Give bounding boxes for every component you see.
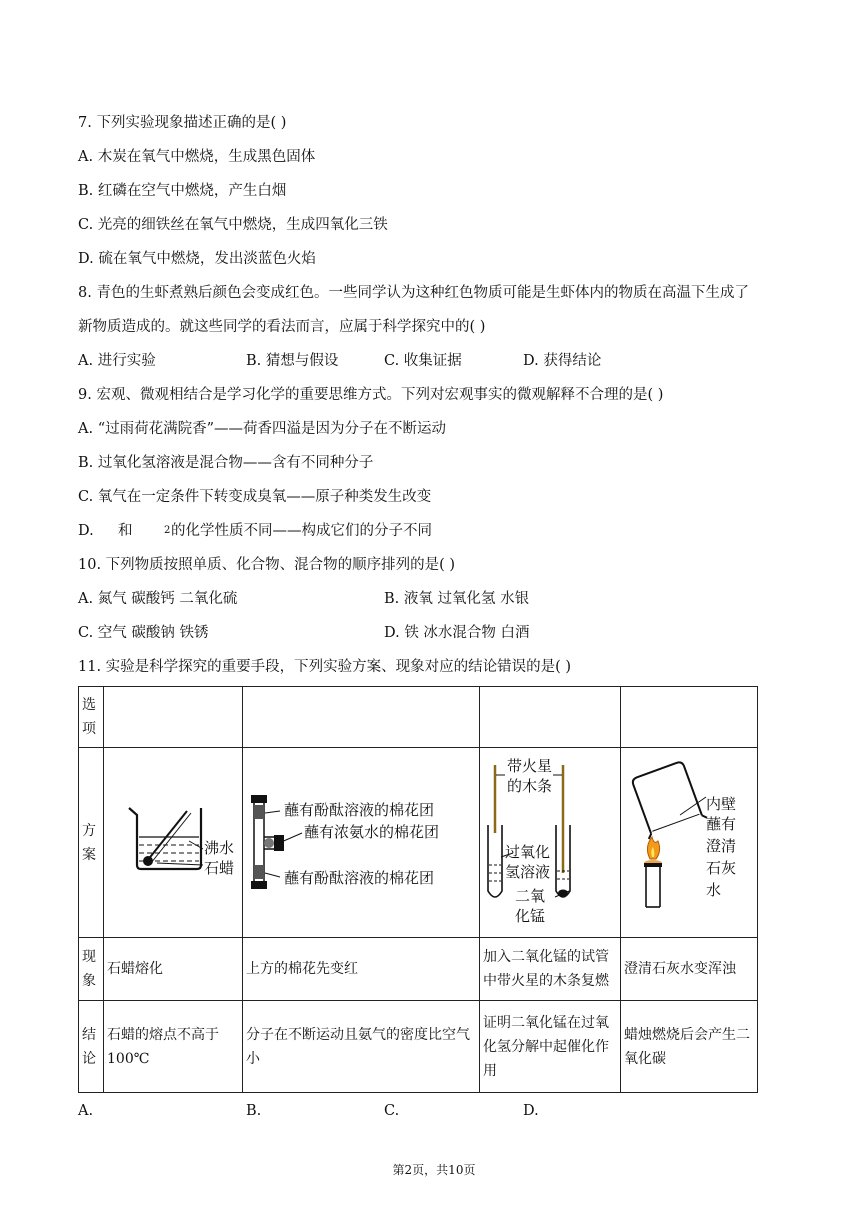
q8-option-d: D. 获得结论 [523, 353, 602, 369]
option-cell-c [480, 687, 621, 748]
experiment-table [78, 686, 758, 1093]
scheme-cell-d [621, 748, 758, 938]
q10-option-a: A. 氮气 碳酸钙 二氧化硫 [78, 591, 238, 607]
label-phenolphthalein-top: 蘸有酚酞溶液的棉花团 [284, 800, 435, 819]
q8-stem-cont: 新物质造成的。就这些同学的看法而言，应属于科学探究中的( ) [78, 319, 486, 335]
label-h2o2-2: 氢溶液 [505, 862, 551, 881]
conclusion-a: 石蜡的熔点不高于100℃ [104, 1001, 243, 1093]
q9-option-d-subscript: 2 [164, 525, 171, 536]
option-cell-d [621, 687, 758, 748]
q7-stem: 7. 下列实验现象描述正确的是( ) [78, 115, 287, 131]
conclusion-c: 证明二氧化锰在过氧化氢分解中起催化作用 [480, 1001, 621, 1093]
q7-option-d: D. 硫在氧气中燃烧，发出淡蓝色火焰 [78, 251, 316, 267]
label-paraffin: 石蜡 [204, 858, 235, 877]
q9-option-d-and: 和 [118, 523, 133, 539]
candle-figure [624, 753, 754, 933]
conclusion-b: 分子在不断运动且氨气的密度比空气小 [243, 1001, 480, 1093]
beaker-figure [107, 753, 239, 933]
row-header-conclusion: 结论 [79, 1001, 104, 1093]
label-clear: 澄清 [706, 836, 737, 855]
q8-stem: 8. 青色的生虾煮熟后颜色会变成红色。一些同学认为这种红色物质可能是生虾体内的物质在高温下生成了 [78, 285, 749, 301]
q8-option-b: B. 猜想与假设 [246, 353, 339, 369]
q7-option-b: B. 红磷在空气中燃烧，产生白烟 [78, 183, 287, 199]
q8-option-a: A. 进行实验 [78, 353, 156, 369]
q9-option-d-letter: D. [78, 523, 94, 539]
q9-option-d-text: 的化学性质不同——构成它们的分子不同 [171, 523, 432, 539]
q9-stem: 9. 宏观、微观相结合是学习化学的重要思维方式。下列对宏观事实的微观解释不合理的是( ) [78, 387, 664, 403]
q8-option-c: C. 收集证据 [384, 353, 462, 369]
label-mno2-2: 化锰 [515, 906, 546, 925]
row-header-scheme: 方案 [79, 748, 104, 938]
q7-option-c: C. 光亮的细铁丝在氧气中燃烧，生成四氧化三铁 [78, 217, 388, 233]
label-inner-wall: 内壁 [706, 794, 737, 813]
q11-stem: 11. 实验是科学探究的重要手段，下列实验方案、现象对应的结论错误的是( ) [78, 659, 572, 675]
hydrogen-peroxide-figure [483, 753, 617, 933]
scheme-cell-c [480, 748, 621, 938]
scheme-cell-a [104, 748, 243, 938]
option-cell-a [104, 687, 243, 748]
q9-option-a: A. “过雨荷花满院香”——荷香四溢是因为分子在不断运动 [78, 421, 447, 437]
label-boiling-water: 沸水 [204, 838, 235, 857]
phenomenon-a: 石蜡熔化 [104, 938, 243, 1001]
phenomenon-b: 上方的棉花先变红 [243, 938, 480, 1001]
q10-stem: 10. 下列物质按照单质、化合物、混合物的顺序排列的是( ) [78, 557, 456, 573]
label-glowing-splint-1: 带火星 [507, 756, 553, 775]
table-row-scheme [79, 748, 758, 938]
q8-options [78, 351, 758, 371]
conclusion-d: 蜡烛燃烧后会产生二氧化碳 [621, 1001, 758, 1093]
q11-options [78, 1101, 758, 1121]
scheme-cell-b [243, 748, 480, 938]
q11-option-a: A. [78, 1103, 94, 1119]
phenomenon-c: 加入二氧化锰的试管中带火星的木条复燃 [480, 938, 621, 1001]
q10-option-c: C. 空气 碳酸钠 铁锈 [78, 625, 209, 641]
label-phenolphthalein-bottom: 蘸有酚酞溶液的棉花团 [284, 868, 435, 887]
q10-options-row1 [78, 589, 758, 609]
q11-option-c: C. [384, 1103, 400, 1119]
label-water: 水 [706, 880, 722, 899]
q9-option-c: C. 氧气在一定条件下转变成臭氧——原子种类发生改变 [78, 489, 432, 505]
q10-option-d: D. 铁 冰水混合物 白酒 [384, 625, 530, 641]
label-h2o2-1: 过氧化 [505, 842, 551, 861]
phenomenon-d: 澄清石灰水变浑浊 [621, 938, 758, 1001]
q11-option-d: D. [523, 1103, 539, 1119]
label-ammonia: 蘸有浓氨水的棉花团 [304, 822, 440, 841]
q10-options-row2 [78, 623, 758, 643]
q7-option-a: A. 木炭在氧气中燃烧，生成黑色固体 [78, 149, 316, 165]
table-row-conclusion [79, 1001, 758, 1093]
label-mno2-1: 二氧 [515, 886, 546, 905]
q9-option-b: B. 过氧化氢溶液是混合物——含有不同种分子 [78, 455, 374, 471]
q9-option-d [78, 521, 578, 541]
label-lime: 石灰 [706, 858, 737, 877]
row-header-option: 选项 [79, 687, 104, 748]
row-header-phenomenon: 现象 [79, 938, 104, 1001]
label-dipped: 蘸有 [706, 814, 737, 833]
table-row-phenomenon [79, 938, 758, 1001]
page-footer: 第2页，共10页 [392, 1163, 476, 1177]
label-glowing-splint-2: 的木条 [507, 776, 553, 795]
ammonia-diffusion-figure [246, 753, 476, 933]
table-row-options [79, 687, 758, 748]
q10-option-b: B. 液氧 过氧化氢 水银 [384, 591, 530, 607]
q11-option-b: B. [246, 1103, 262, 1119]
option-cell-b [243, 687, 480, 748]
